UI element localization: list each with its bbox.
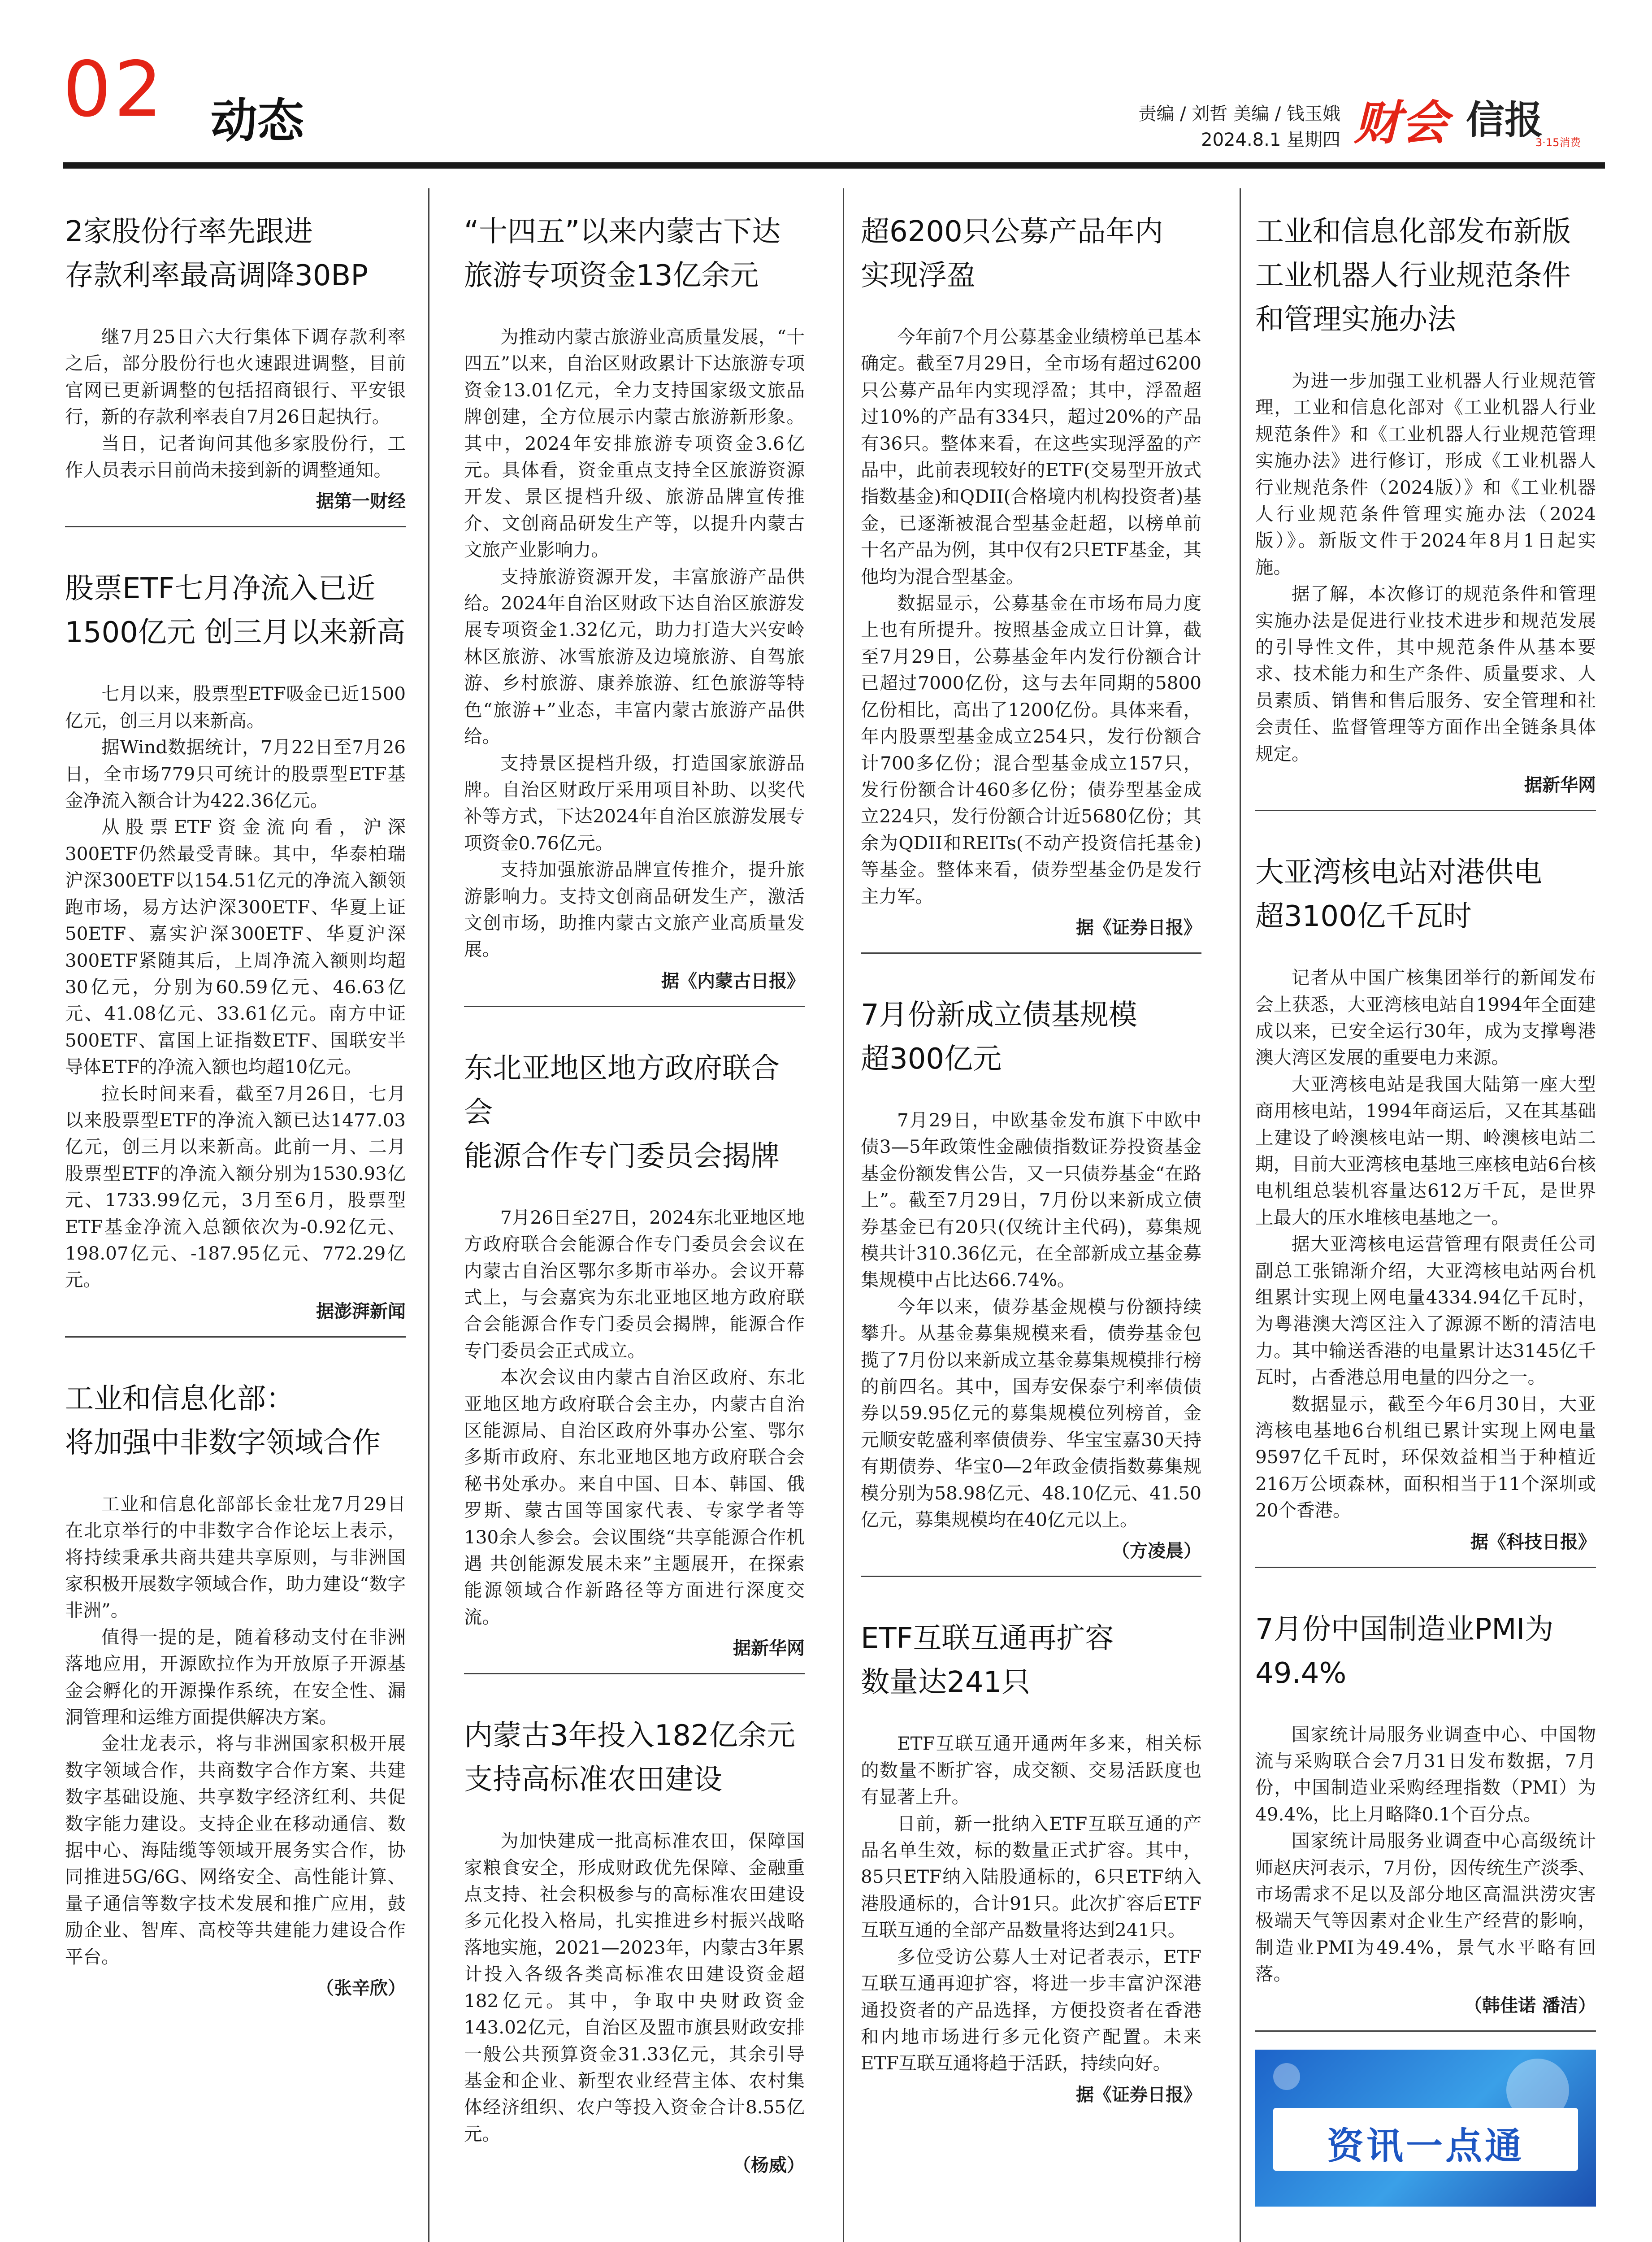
article-separator <box>464 1006 805 1007</box>
article-body <box>65 1491 406 1970</box>
article-source: 据《证券日报》 <box>1076 917 1201 938</box>
article-source: 据澎湃新闻 <box>316 1301 406 1322</box>
article-body <box>65 324 406 483</box>
article-headline: 大亚湾核电站对港供电 超3100亿千瓦时 <box>1255 856 1542 934</box>
article-headline: 工业和信息化部发布新版 工业机器人行业规范条件 和管理实施办法 <box>1255 215 1571 336</box>
article-body <box>464 1828 805 2147</box>
article <box>65 188 406 527</box>
article <box>861 972 1201 1577</box>
article-separator <box>1255 2030 1596 2032</box>
article-paragraph: 日前，新一批纳入ETF互联互通的产品名单生效，标的数量正式扩容。其中，85只ETF纳入陆股通标的，6只ETF纳入港股通标的，合计91只。此次扩容后ETF互联互通的全部产品数量将达到241只。 <box>861 1812 1201 1941</box>
article-paragraph: 数据显示，公募基金在市场布局力度上也有所提升。按照基金成立日计算，截至7月29日，公募基金年内发行份额合计已超过7000亿份，这与去年同期的5800亿份相比，高出了1200亿份。具体来看，年内股票型基金成立254只，发行份额合计700多亿份；混合型基金成立157只，发行份额合计460多亿份；债券型基金成立224只，发行份额合计近5680亿份；其余为QDII和REITs(不动产投资信托基金)等基金。整体来看，债券型基金仍是发行主力军。 <box>861 592 1201 907</box>
article-paragraph: 据了解，本次修订的规范条件和管理实施办法是促进行业技术进步和规范发展的引导性文件，其中规范条件从基本要求、技术能力和生产条件、质量要求、人员素质、销售和售后服务、安全管理和社会责任、监督管理等方面作出全链条具体规定。 <box>1255 583 1596 765</box>
article-paragraph: 7月29日，中欧基金发布旗下中欧中债3—5年政策性金融债指数证券投资基金基金份额发售公告，又一只债券基金“在路上”。截至7月29日，7月份以来新成立债券基金已有20只(仅统计主代码)，募集规模共计310.36亿元，在全部新成立基金募集规模中占比达66.74%。 <box>861 1109 1201 1291</box>
article-body <box>1255 368 1596 767</box>
section-title: 动态 <box>211 93 304 148</box>
article-paragraph: 支持景区提档升级，打造国家旅游品牌。自治区财政厅采用项目补助、以奖代补等方式，下达2024年自治区旅游发展专项资金0.76亿元。 <box>464 752 805 854</box>
article-source: 据新华网 <box>1524 775 1596 796</box>
article-paragraph: 工业和信息化部部长金壮龙7月29日在北京举行的中非数字合作论坛上表示，将持续秉承共商共建共享原则，与非洲国家积极开展数字领域合作，助力建设“数字非洲”。 <box>65 1493 406 1621</box>
column-divider <box>428 188 429 2242</box>
article-paragraph: 继7月25日六大行集体下调存款利率之后，部分股份行也火速跟进调整，目前官网已更新调整的包括招商银行、平安银行，新的存款利率表自7月26日起执行。 <box>65 326 406 428</box>
article <box>65 545 406 1337</box>
article-source: （韩佳诺 潘洁） <box>1464 1995 1596 2016</box>
column-3 <box>861 188 1201 2124</box>
article-separator <box>1255 810 1596 811</box>
header-rule <box>63 162 1605 169</box>
article-headline: 股票ETF七月净流入已近 1500亿元 创三月以来新高 <box>65 572 406 650</box>
article-paragraph: 数据显示，截至今年6月30日，大亚湾核电基地6台机组已累计实现上网电量9597亿千瓦时，环保效益相当于种植近216万公顷森林，面积相当于11个深圳或20个香港。 <box>1255 1393 1596 1521</box>
banner-text: 资讯一点通 <box>1327 2125 1524 2168</box>
article-body <box>861 324 1201 910</box>
logo-sub: 信报 <box>1466 98 1543 143</box>
column-4 <box>1255 188 1596 2207</box>
article-body <box>861 1730 1201 2077</box>
article-headline: 东北亚地区地方政府联合会 能源合作专门委员会揭牌 <box>464 1051 780 1173</box>
article-source: 据《科技日报》 <box>1470 1531 1596 1552</box>
banner-label-box <box>1273 2108 1578 2171</box>
article-paragraph: 金壮龙表示，将与非洲国家积极开展数字领域合作，共商数字合作方案、共建数字基础设施、共享数字经济红利、共促数字能力建设。支持企业在移动通信、数据中心、海陆缆等领域开展务实合作，协同推进5G/6G、网络安全、高性能计算、量子通信等数字技术发展和推广应用，鼓励企业、智库、高校等共建能力建设合作平台。 <box>65 1733 406 1968</box>
article-separator <box>861 952 1201 954</box>
article-paragraph: 拉长时间来看，截至7月26日，七月以来股票型ETF的净流入额已达1477.03亿元，创三月以来新高。此前一月、二月股票型ETF的净流入额分别为1530.93亿元、1733.99亿元，3月至6月，股票型ETF基金净流入总额依次为-0.92亿元、198.07亿元、-187.95亿元、772.29亿元。 <box>65 1082 406 1291</box>
article-source: （方凌晨） <box>1112 1541 1201 1562</box>
article-paragraph: 为推动内蒙古旅游业高质量发展，“十四五”以来，自治区财政累计下达旅游专项资金13.01亿元，全力支持国家级文旅品牌创建，全方位展示内蒙古旅游新形象。其中，2024年安排旅游专项资金3.6亿元。具体看，资金重点支持全区旅游资源开发、景区提档升级、旅游品牌宣传推介、文创商品研发生产等，以提升内蒙古文旅产业影响力。 <box>464 326 805 561</box>
article <box>1255 1586 1596 2032</box>
column-divider <box>1240 188 1241 2242</box>
article-paragraph: 为进一步加强工业机器人行业规范管理，工业和信息化部对《工业机器人行业规范条件》和《工业机器人行业规范管理实施办法》进行修订，形成《工业机器人行业规范条件（2024版）》和《工业机器人行业规范条件管理实施办法（2024版）》。新版文件于2024年8月1日起实施。 <box>1255 370 1596 578</box>
article-headline: 工业和信息化部： 将加强中非数字领域合作 <box>65 1382 381 1460</box>
article-paragraph: 本次会议由内蒙古自治区政府、东北亚地区地方政府联合会主办，内蒙古自治区能源局、自治区政府外事办公室、鄂尔多斯市政府、东北亚地区地方政府联合会秘书处承办。来自中国、日本、韩国、俄罗斯、蒙古国等国家代表、专家学者等130余人参会。会议围绕“共享能源合作机遇 共创能源发展未来”主题展开，在探索能源领域合作新路径等方面进行深度交流。 <box>464 1366 805 1628</box>
article-paragraph: ETF互联互通开通两年多来，相关标的数量不断扩容，成交额、交易活跃度也有显著上升。 <box>861 1733 1201 1808</box>
article-paragraph: 据Wind数据统计，7月22日至7月26日，全市场779只可统计的股票型ETF基金净流入额合计为422.36亿元。 <box>65 736 406 812</box>
article <box>464 1692 805 2177</box>
article <box>1255 829 1596 1568</box>
editor-credits: 责编 / 刘哲 美编 / 钱玉娥 <box>1138 104 1340 124</box>
article-separator <box>861 1576 1201 1577</box>
article-headline: 7月份中国制造业PMI为49.4% <box>1255 1612 1554 1690</box>
issue-date: 2024.8.1 星期四 <box>1201 130 1340 150</box>
column-divider <box>843 188 844 2242</box>
article-source: 据《内蒙古日报》 <box>661 970 805 991</box>
article-paragraph: 支持加强旅游品牌宣传推介，提升旅游影响力。支持文创商品研发生产，激活文创市场，助推内蒙古文旅产业高质量发展。 <box>464 859 805 960</box>
article-body <box>1255 1721 1596 1988</box>
article-separator <box>1255 1567 1596 1568</box>
article-paragraph: 七月以来，股票型ETF吸金已近1500亿元，创三月以来新高。 <box>65 683 406 731</box>
article <box>861 188 1201 954</box>
article-headline: 7月份新成立债基规模 超300亿元 <box>861 998 1137 1076</box>
article-source: （杨威） <box>733 2155 805 2176</box>
article-separator <box>65 526 406 527</box>
article-source: 据《证券日报》 <box>1076 2084 1201 2105</box>
article-source: 据第一财经 <box>316 491 406 512</box>
news-banner[interactable] <box>1255 2050 1596 2207</box>
article-paragraph: 今年前7个月公募基金业绩榜单已基本确定。截至7月29日，全市场有超过6200只公募产品年内实现浮盈；其中，浮盈超过10%的产品有334只，超过20%的产品有36只。整体来看，在这些实现浮盈的产品中，此前表现较好的ETF(交易型开放式指数基金)和QDII(合格境内机构投资者)基金，已逐渐被混合型基金赶超，以榜单前十名产品为例，其中仅有2只ETF基金，其他均为混合型基金。 <box>861 326 1201 587</box>
article <box>1255 188 1596 811</box>
article-headline: 2家股份行率先跟进 存款利率最高调降30BP <box>65 215 368 292</box>
article-paragraph: 从股票ETF资金流向看，沪深300ETF仍然最受青睐。其中，华泰柏瑞沪深300ETF以154.51亿元的净流入额领跑市场，易方达沪深300ETF、华夏上证50ETF、嘉实沪深300ETF、华夏沪深300ETF紧随其后，上周净流入额则均超30亿元，分别为60.59亿元、46.63亿元、41.08亿元、33.61亿元。南方中证500ETF、富国上证指数ETF、国联安半导体ETF的净流入额也均超10亿元。 <box>65 816 406 1078</box>
article-body <box>65 681 406 1293</box>
article-paragraph: 为加快建成一批高标准农田，保障国家粮食安全，形成财政优先保障、金融重点支持、社会积极参与的高标准农田建设多元化投入格局，扎实推进乡村振兴战略落地实施，2021—2023年，内蒙古3年累计投入各级各类高标准农田建设资金超182亿元。其中，争取中央财政资金143.02亿元，自治区及盟市旗县财政安排一般公共预算资金31.33亿元，其余引导基金和企业、新型农业经营主体、农村集体经济组织、农户等投入资金合计8.55亿元。 <box>464 1830 805 2145</box>
column-1 <box>65 188 406 2017</box>
logo-main: 财会 <box>1354 96 1449 150</box>
article-headline: ETF互联互通再扩容 数量达241只 <box>861 1622 1114 1699</box>
article-headline: 超6200只公募产品年内 实现浮盈 <box>861 215 1163 292</box>
article-separator <box>65 1336 406 1338</box>
article-body <box>861 1107 1201 1534</box>
article <box>65 1356 406 1999</box>
page-number: 02 <box>63 45 165 134</box>
article-paragraph: 当日，记者询问其他多家股份行，工作人员表示目前尚未接到新的调整通知。 <box>65 432 406 481</box>
article-paragraph: 国家统计局服务业调查中心、中国物流与采购联合会7月31日发布数据，7月份，中国制造业采购经理指数（PMI）为49.4%，比上月略降0.1个百分点。 <box>1255 1723 1596 1825</box>
logo-tag: 3·15消费 <box>1535 136 1581 149</box>
article <box>861 1595 1201 2106</box>
editor-info <box>1138 101 1340 153</box>
article-paragraph: 7月26日至27日，2024东北亚地区地方政府联合会能源合作专门委员会会议在内蒙古自治区鄂尔多斯市举办。会议开幕式上，与会嘉宾为东北亚地区地方政府联合会能源合作专门委员会揭牌，能源合作专门委员会正式成立。 <box>464 1206 805 1361</box>
article-source: （张辛欣） <box>316 1978 406 1999</box>
article-paragraph: 今年以来，债券基金规模与份额持续攀升。从基金募集规模来看，债券基金包揽了7月份以来新成立基金募集规模排行榜的前四名。其中，国寿安保泰宁利率债债券以59.95亿元的募集规模位列榜首，金元顺安乾盛利率债债券、华宝宝嘉30天持有期债券、华宝0—2年政金债指数募集规模分别为58.98亿元、48.10亿元、41.50亿元，募集规模均在40亿元以上。 <box>861 1295 1201 1531</box>
banner-decoration <box>1273 2063 1300 2090</box>
article-source: 据新华网 <box>733 1638 805 1659</box>
article-paragraph: 记者从中国广核集团举行的新闻发布会上获悉，大亚湾核电站自1994年全面建成以来，已安全运行30年，成为支撑粤港澳大湾区发展的重要电力来源。 <box>1255 967 1596 1069</box>
article-body <box>1255 965 1596 1524</box>
masthead <box>63 43 1605 155</box>
column-2 <box>464 188 805 2194</box>
article <box>464 1025 805 1675</box>
article-paragraph: 多位受访公募人士对记者表示，ETF互联互通再迎扩容，将进一步丰富沪深港通投资者的产品选择，方便投资者在香港和内地市场进行多元化资产配置。未来ETF互联互通将趋于活跃，持续向好。 <box>861 1946 1201 2074</box>
article-body <box>464 324 805 963</box>
article-paragraph: 国家统计局服务业调查中心高级统计师赵庆河表示，7月份，因传统生产淡季、市场需求不足以及部分地区高温洪涝灾害极端天气等因素对企业生产经营的影响，制造业PMI为49.4%，景气水平略有回落。 <box>1255 1830 1596 1985</box>
article-paragraph: 值得一提的是，随着移动支付在非洲落地应用，开源欧拉作为开放原子开源基金会孵化的开源操作系统，在安全性、漏洞管理和运维方面提供解决方案。 <box>65 1626 406 1728</box>
article-headline: 内蒙古3年投入182亿余元 支持高标准农田建设 <box>464 1719 795 1797</box>
article-separator <box>464 1673 805 1674</box>
article-headline: “十四五”以来内蒙古下达 旅游专项资金13亿余元 <box>464 215 781 292</box>
newspaper-logo <box>1354 85 1605 148</box>
article-paragraph: 据大亚湾核电运营管理有限责任公司副总工张锦渐介绍，大亚湾核电站两台机组累计实现上网电量4334.94亿千瓦时，为粤港澳大湾区注入了源源不断的清洁电力。其中输送香港的电量累计达3145亿千瓦时，占香港总用电量的四分之一。 <box>1255 1233 1596 1388</box>
article-paragraph: 支持旅游资源开发，丰富旅游产品供给。2024年自治区财政下达自治区旅游发展专项资金1.32亿元，助力打造大兴安岭林区旅游、冰雪旅游及边境旅游、自驾旅游、乡村旅游、康养旅游、红色旅游等特色“旅游+”业态，丰富内蒙古旅游产品供给。 <box>464 565 805 747</box>
article <box>464 188 805 1007</box>
article-body <box>464 1204 805 1631</box>
article-paragraph: 大亚湾核电站是我国大陆第一座大型商用核电站，1994年商运后，又在其基础上建设了岭澳核电站一期、岭澳核电站二期，目前大亚湾核电基地三座核电站6台核电机组总装机容量达612万千瓦，是世界上最大的压水堆核电基地之一。 <box>1255 1073 1596 1228</box>
